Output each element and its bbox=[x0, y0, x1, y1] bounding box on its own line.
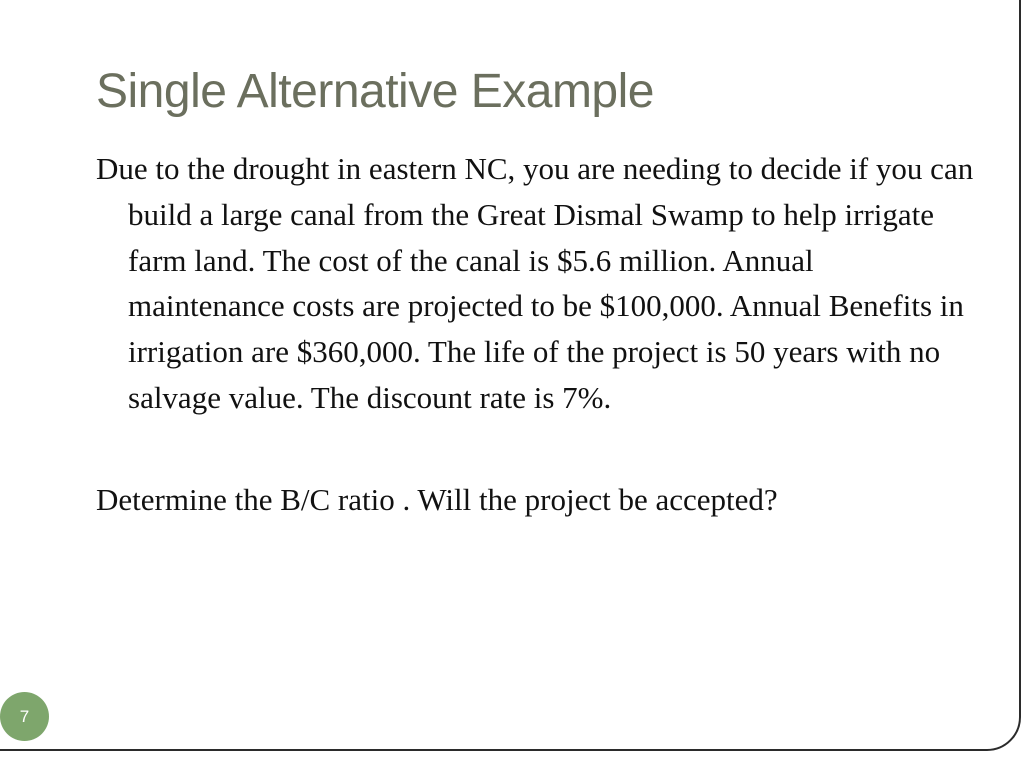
slide-body bbox=[96, 146, 976, 523]
problem-statement: Due to the drought in eastern NC, you are needing to decide if you can build a large canal from the Great Dismal Swamp to help irrigate farm land. The cost of the canal is $5.6 million. Annual maintenance costs are projected to be $100,000. Annual Benefits in irrigation are $360,000. The life of the project is 50 years with no salvage value. The discount rate is 7%. bbox=[96, 151, 974, 415]
page-number-badge: 7 bbox=[0, 692, 49, 741]
slide-title: Single Alternative Example bbox=[96, 65, 654, 118]
question-text: Determine the B/C ratio . Will the project be accepted? bbox=[96, 481, 778, 517]
